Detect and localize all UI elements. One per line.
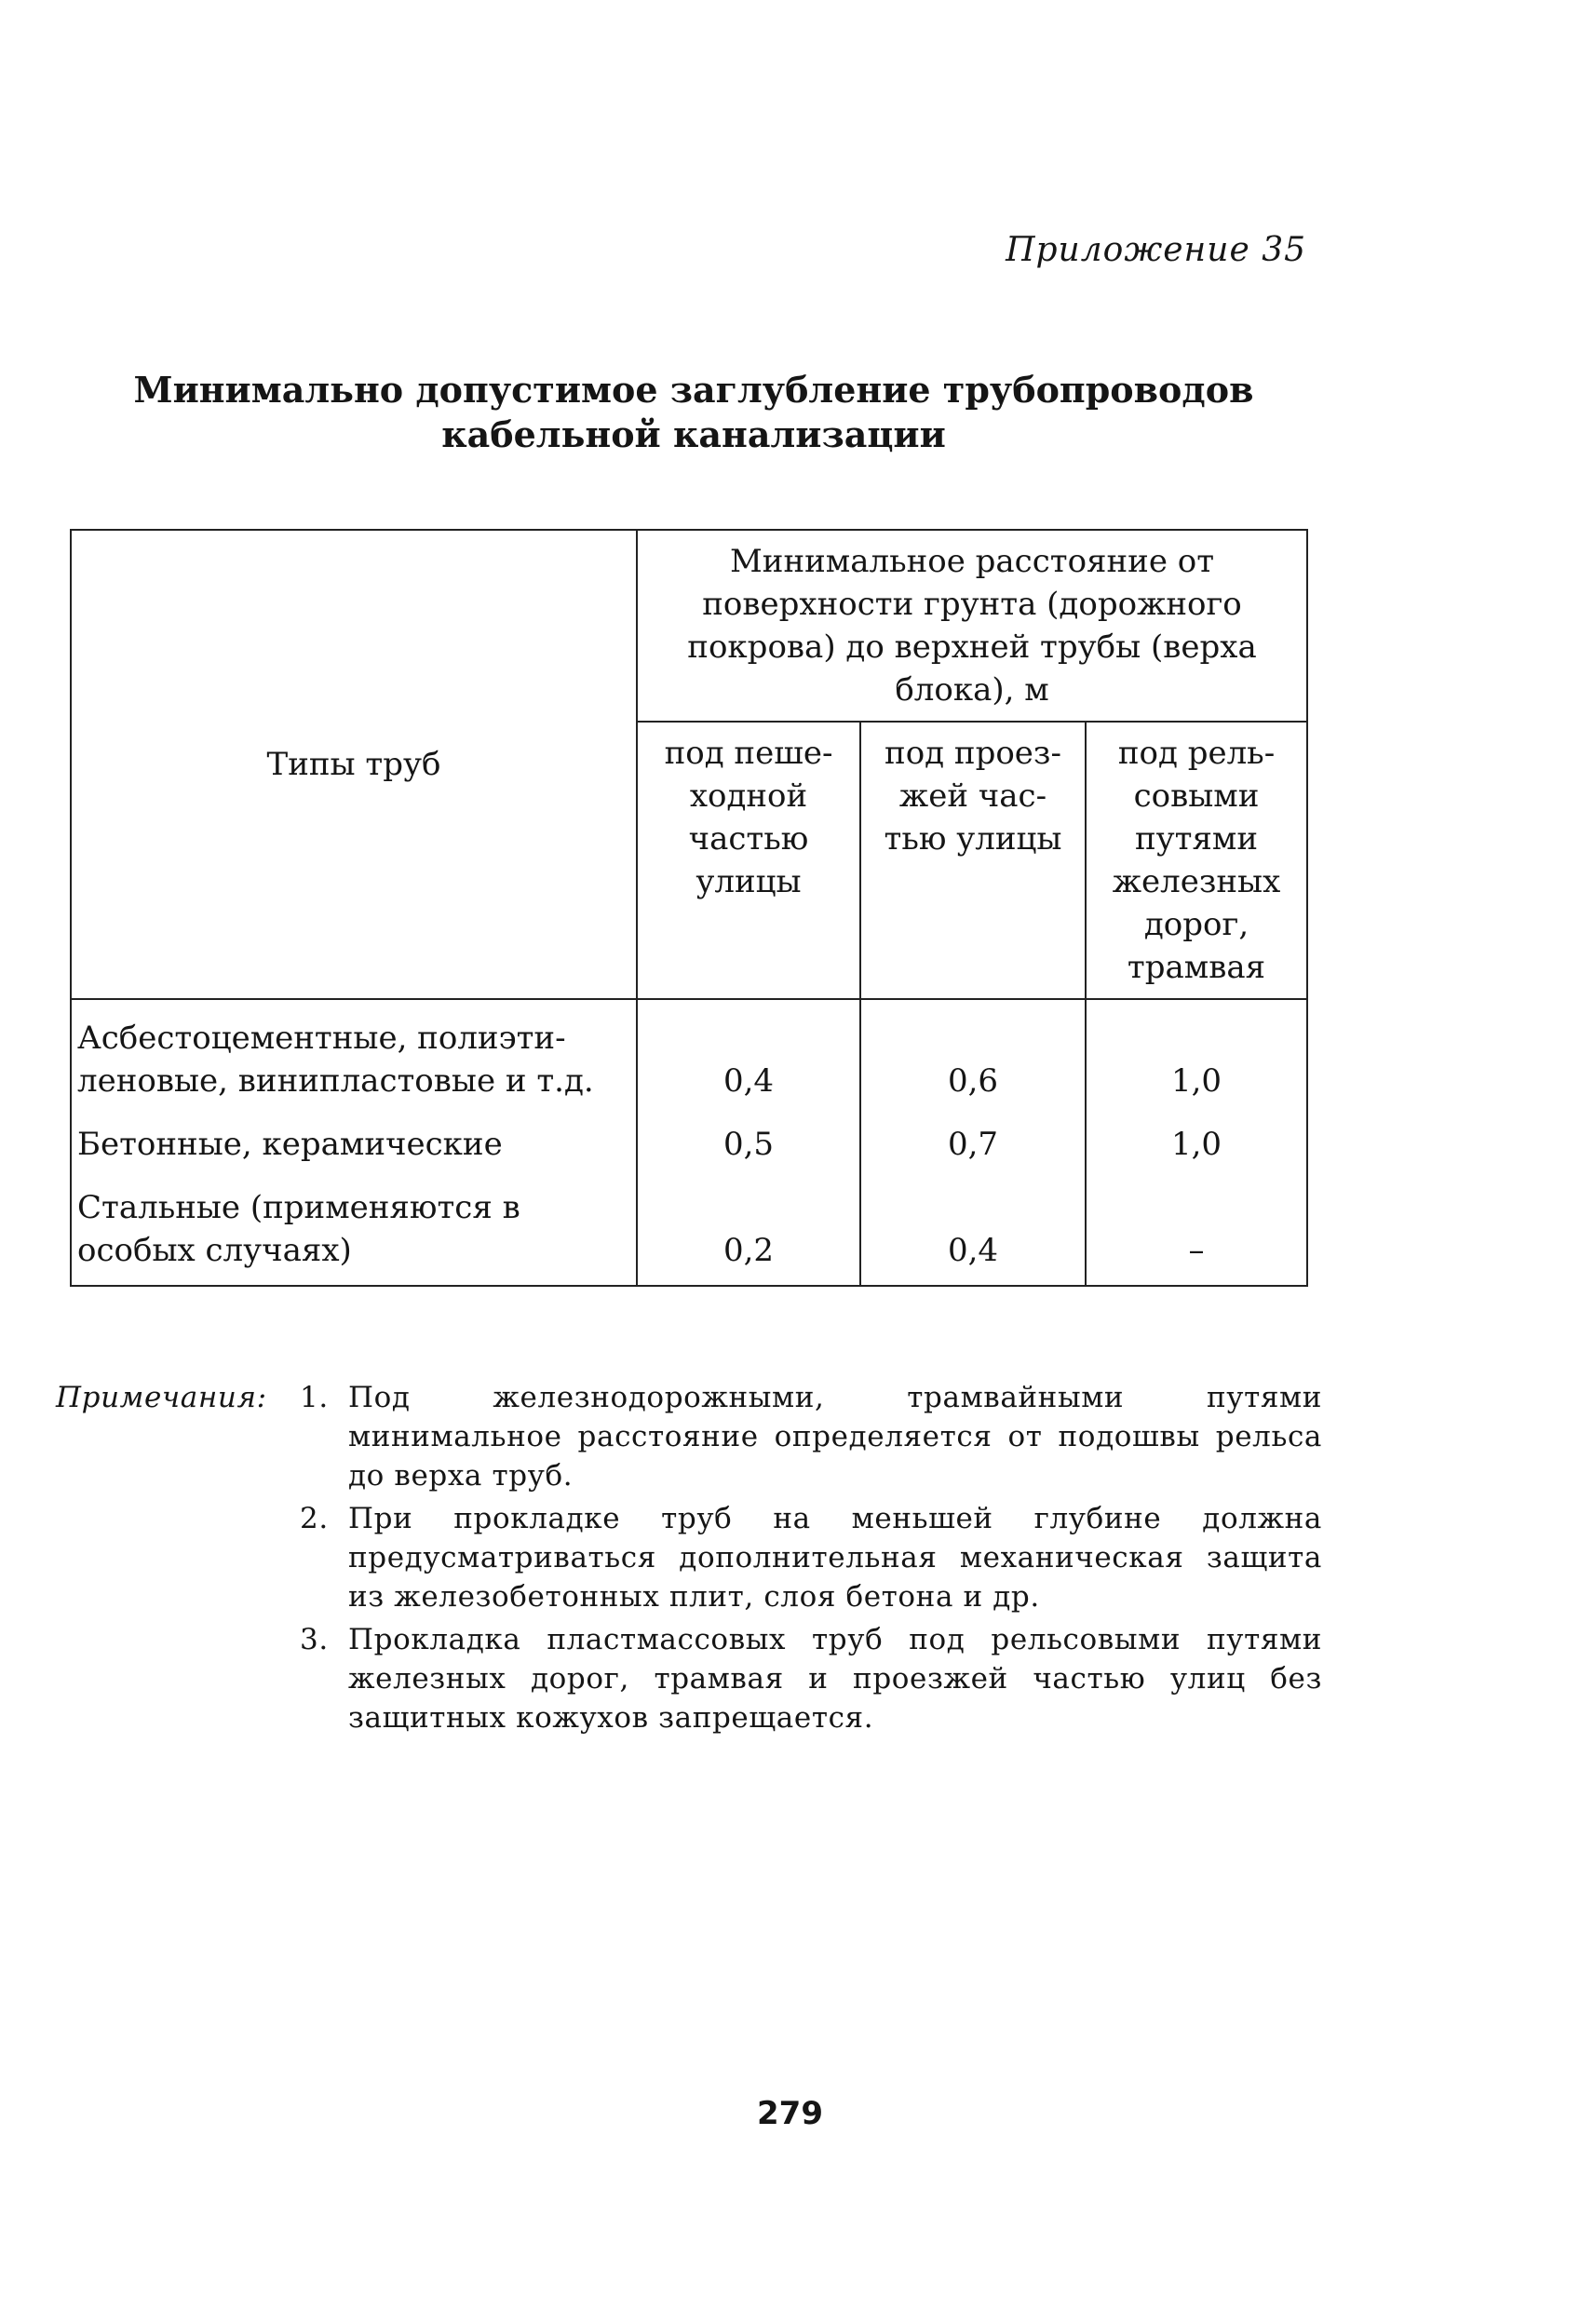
note-number: 2. bbox=[300, 1502, 329, 1535]
page-number: 279 bbox=[757, 2095, 823, 2132]
table-header-row bbox=[71, 530, 1307, 722]
value-rail: 1,0 bbox=[1086, 999, 1307, 1102]
notes-label: Примечания: bbox=[56, 1381, 267, 1414]
appendix-label: Приложение 35 bbox=[1006, 231, 1306, 269]
value-roadway: 0,6 bbox=[860, 999, 1086, 1102]
value-pedestrian: 0,2 bbox=[637, 1166, 860, 1286]
note-item bbox=[300, 1378, 1322, 1495]
row-pipe-type: Стальные (применяются в особых случаях) bbox=[71, 1166, 637, 1286]
value-roadway: 0,7 bbox=[860, 1102, 1086, 1166]
value-rail: – bbox=[1086, 1166, 1307, 1286]
header-min-distance: Минимальное расстояние от поверхности грунта (дорожного покрова) до верхней трубы (верха блока), м bbox=[637, 530, 1307, 722]
note-item bbox=[300, 1499, 1322, 1616]
table-row bbox=[71, 1102, 1307, 1166]
subheader-pedestrian: под пеше-ходной частью улицы bbox=[637, 722, 860, 999]
value-pedestrian: 0,4 bbox=[637, 999, 860, 1102]
row-pipe-type: Бетонные, керамические bbox=[71, 1102, 637, 1166]
table-row bbox=[71, 999, 1307, 1102]
value-rail: 1,0 bbox=[1086, 1102, 1307, 1166]
note-text: Прокладка пластмассовых труб под рельсовыми путями железных дорог, трамвая и проезжей частью улиц без защитных кожухов запрещается. bbox=[348, 1623, 1322, 1735]
document-title bbox=[74, 368, 1313, 457]
note-text: Под железнодорожными, трамвайными путями минимальное расстояние определяется от подошвы рельса до верха труб. bbox=[348, 1381, 1322, 1493]
note-number: 3. bbox=[300, 1623, 329, 1656]
notes-list bbox=[300, 1378, 1322, 1741]
row-pipe-type: Асбестоцементные, полиэти-леновые, винипластовые и т.д. bbox=[71, 999, 637, 1102]
value-roadway: 0,4 bbox=[860, 1166, 1086, 1286]
note-item bbox=[300, 1620, 1322, 1737]
title-line-1: Минимально допустимое заглубление трубопроводов bbox=[133, 369, 1254, 411]
depth-table bbox=[70, 529, 1308, 1287]
note-text: При прокладке труб на меньшей глубине должна предусматриваться дополнительная механическая защита из железобетонных плит, слоя бетона и др. bbox=[348, 1502, 1322, 1614]
note-number: 1. bbox=[300, 1381, 329, 1414]
subheader-rail: под рель-совыми путями железных дорог, трамвая bbox=[1086, 722, 1307, 999]
table-row bbox=[71, 1166, 1307, 1286]
subheader-roadway: под проез-жей час-тью улицы bbox=[860, 722, 1086, 999]
title-line-2: кабельной канализации bbox=[441, 413, 946, 455]
value-pedestrian: 0,5 bbox=[637, 1102, 860, 1166]
header-pipe-types: Типы труб bbox=[71, 530, 637, 999]
